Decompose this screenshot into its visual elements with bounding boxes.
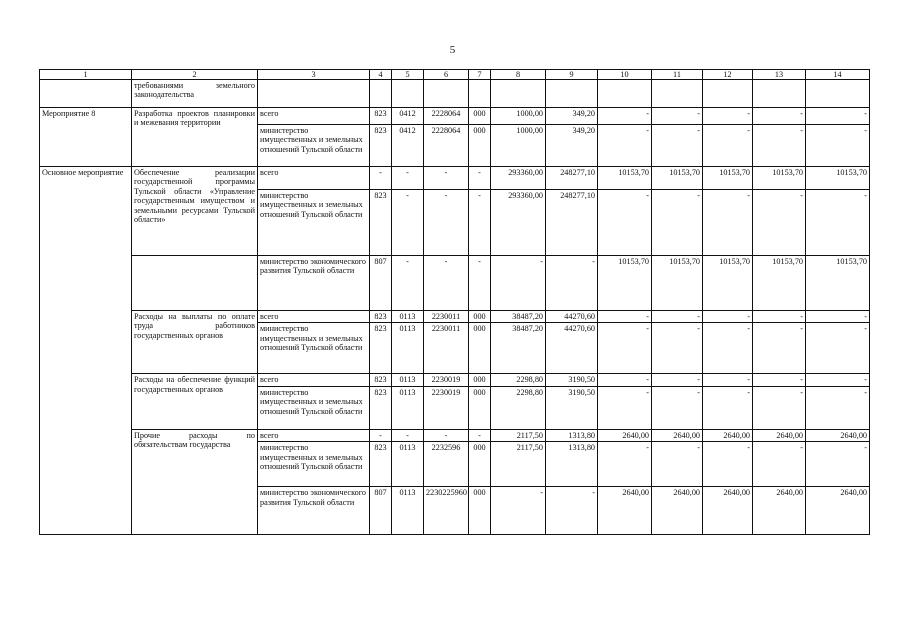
table-cell: 823 [370,386,392,429]
table-cell: - [598,108,652,125]
table-cell: всего [258,167,370,190]
table-cell: 2640,00 [703,487,753,535]
table-cell: - [469,256,491,311]
table-cell: 1000,00 [491,108,546,125]
table-cell: министерство имущественных и земельных отношений Тульской области [258,442,370,487]
table-cell: - [652,190,703,256]
table-cell: 000 [469,311,491,323]
table-cell: - [753,323,806,374]
table-cell [392,80,424,108]
table-cell: - [806,125,870,167]
header-cell: 1 [40,70,132,80]
table-cell: 2640,00 [703,429,753,441]
header-cell: 5 [392,70,424,80]
table-cell: 0113 [392,487,424,535]
table-cell: 000 [469,108,491,125]
table-cell: 10153,70 [703,167,753,190]
table-row [40,80,870,108]
table-cell: 000 [469,442,491,487]
table-cell: - [753,190,806,256]
table-cell: - [806,374,870,386]
table-cell [491,80,546,108]
table-cell: 2232596 [424,442,469,487]
table-cell: - [392,256,424,311]
table-cell: - [753,125,806,167]
table-cell: министерство экономического развития Тульской области [258,256,370,311]
table-cell: министерство экономического развития Тульской области [258,487,370,535]
table-cell: 823 [370,323,392,374]
table-cell: - [424,256,469,311]
table-cell: - [806,311,870,323]
table-cell: - [598,323,652,374]
table-cell: 10153,70 [652,167,703,190]
header-cell: 3 [258,70,370,80]
table-cell: - [703,442,753,487]
table-cell: Разработка проектов планировки и межевания территории [132,108,258,167]
table-cell: - [424,167,469,190]
table-row [40,108,870,125]
table-cell: 349,20 [546,108,598,125]
table-cell: министерство имущественных и земельных отношений Тульской области [258,125,370,167]
table-cell: 823 [370,311,392,323]
table-cell: 807 [370,487,392,535]
table-cell: - [469,190,491,256]
table-cell: - [806,386,870,429]
table-cell: 2298,80 [491,374,546,386]
table-cell: 10153,70 [598,256,652,311]
table-cell: - [370,167,392,190]
table-cell: - [806,323,870,374]
table-cell: - [491,256,546,311]
table-cell: всего [258,311,370,323]
table-cell: 2640,00 [753,487,806,535]
table-cell [652,80,703,108]
table-cell: - [424,190,469,256]
page-number: 5 [449,44,456,56]
table-cell: Прочие расходы по обязательствам государства [132,429,258,534]
table-cell: 2117,50 [491,442,546,487]
table-cell [753,80,806,108]
table-cell: - [598,442,652,487]
header-cell: 14 [806,70,870,80]
table-cell: - [703,190,753,256]
table-cell: - [598,311,652,323]
table-row [40,167,870,190]
table-cell: 10153,70 [806,167,870,190]
table-cell: 823 [370,125,392,167]
table-cell: всего [258,374,370,386]
table-cell: 10153,70 [598,167,652,190]
table-cell: 0113 [392,386,424,429]
table-cell: - [652,374,703,386]
table-cell [598,80,652,108]
header-cell: 9 [546,70,598,80]
table-cell: 2640,00 [652,487,703,535]
table-cell: 823 [370,108,392,125]
table-cell [40,80,132,108]
table-cell: министерство имущественных и земельных отношений Тульской области [258,386,370,429]
table-cell: - [806,442,870,487]
table-cell [132,256,258,311]
table-cell: 2298,80 [491,386,546,429]
table-cell [370,80,392,108]
budget-table [39,69,870,535]
table-cell: - [652,323,703,374]
table-cell: - [392,190,424,256]
table-cell: - [703,386,753,429]
table-cell [424,80,469,108]
table-cell: 000 [469,125,491,167]
table-cell: 10153,70 [703,256,753,311]
table-cell: 0113 [392,374,424,386]
table-cell: Обеспечение реализации государственной программы Тульской области «Управление государственным имуществом и земельными ресурсами Тульской области» [132,167,258,256]
table-cell: 2640,00 [598,429,652,441]
table-cell: - [806,108,870,125]
table-cell: 248277,10 [546,167,598,190]
table-cell: - [652,386,703,429]
table-cell: - [652,442,703,487]
table-cell: 0113 [392,323,424,374]
table-cell: - [652,108,703,125]
table-cell: 0412 [392,125,424,167]
table-cell: 0412 [392,108,424,125]
header-cell: 2 [132,70,258,80]
table-cell: 2117,50 [491,429,546,441]
table-cell: - [753,311,806,323]
table-cell: 1313,80 [546,429,598,441]
table-cell: 38487,20 [491,323,546,374]
table-cell: 000 [469,374,491,386]
table-cell: всего [258,108,370,125]
table-cell: - [806,190,870,256]
table-cell: 823 [370,442,392,487]
table-cell: Расходы на обеспечение функций государственных органов [132,374,258,429]
table-cell: всего [258,429,370,441]
table-cell: - [753,386,806,429]
table-cell: 0113 [392,311,424,323]
table-cell: Основное мероприятие [40,167,132,535]
table-cell: 000 [469,487,491,535]
table-cell: - [753,108,806,125]
table-cell: - [598,386,652,429]
table-cell: 000 [469,323,491,374]
header-cell: 6 [424,70,469,80]
table-cell: 2230225960 [424,487,469,535]
table-cell: 10153,70 [753,256,806,311]
table-cell: - [703,108,753,125]
table-cell: 823 [370,374,392,386]
table-cell: - [753,374,806,386]
table-cell [469,80,491,108]
table-cell: 2640,00 [806,429,870,441]
table-cell: 2230019 [424,374,469,386]
table-cell: 38487,20 [491,311,546,323]
table-cell: - [546,487,598,535]
table-cell: требованиями земельного законодательства [132,80,258,108]
table-cell: 2228064 [424,108,469,125]
table-cell: - [370,429,392,441]
header-row [40,70,870,80]
table-cell: 44270,60 [546,323,598,374]
table-cell: 823 [370,190,392,256]
table-cell: - [469,429,491,441]
table-cell [806,80,870,108]
header-cell: 11 [652,70,703,80]
table-cell: 1313,80 [546,442,598,487]
table-cell: 2640,00 [598,487,652,535]
table-cell: 293360,00 [491,190,546,256]
table-row [40,374,870,386]
table-cell: - [392,167,424,190]
table-cell: - [424,429,469,441]
table-cell: - [703,125,753,167]
table-cell: - [598,190,652,256]
table-cell: - [703,374,753,386]
table-cell: 2640,00 [652,429,703,441]
table-cell: 2640,00 [753,429,806,441]
table-cell: 10153,70 [652,256,703,311]
table-cell: 2228064 [424,125,469,167]
header-cell: 12 [703,70,753,80]
table-cell [546,80,598,108]
table-cell: - [703,311,753,323]
table-cell [258,80,370,108]
table-cell: 1000,00 [491,125,546,167]
table-cell: 000 [469,386,491,429]
table-cell: 3190,50 [546,386,598,429]
table-cell: 2640,00 [806,487,870,535]
table-cell: Расходы на выплаты по оплате труда работников государственных органов [132,311,258,374]
header-cell: 13 [753,70,806,80]
table-cell: - [652,125,703,167]
table-cell: 349,20 [546,125,598,167]
table-cell: министерство имущественных и земельных отношений Тульской области [258,190,370,256]
table-cell: - [598,125,652,167]
table-cell: - [703,323,753,374]
table-cell: 10153,70 [753,167,806,190]
table-cell: - [546,256,598,311]
table-cell: 2230019 [424,386,469,429]
table-cell: Мероприятие 8 [40,108,132,167]
table-cell: 807 [370,256,392,311]
header-cell: 8 [491,70,546,80]
table-cell: - [753,442,806,487]
table-cell [703,80,753,108]
table-cell: - [652,311,703,323]
table-cell: 3190,50 [546,374,598,386]
table-cell: - [469,167,491,190]
table-row [40,311,870,323]
table-cell: 2230011 [424,311,469,323]
table-cell: 0113 [392,442,424,487]
table-cell: - [598,374,652,386]
table-cell: - [491,487,546,535]
table-cell: 2230011 [424,323,469,374]
header-cell: 10 [598,70,652,80]
header-cell: 7 [469,70,491,80]
table-row [40,256,870,311]
table-row [40,429,870,441]
table-cell: - [392,429,424,441]
table-cell: министерство имущественных и земельных отношений Тульской области [258,323,370,374]
table-cell: 293360,00 [491,167,546,190]
table-cell: 10153,70 [806,256,870,311]
table-cell: 248277,10 [546,190,598,256]
table-cell: 44270,60 [546,311,598,323]
header-cell: 4 [370,70,392,80]
